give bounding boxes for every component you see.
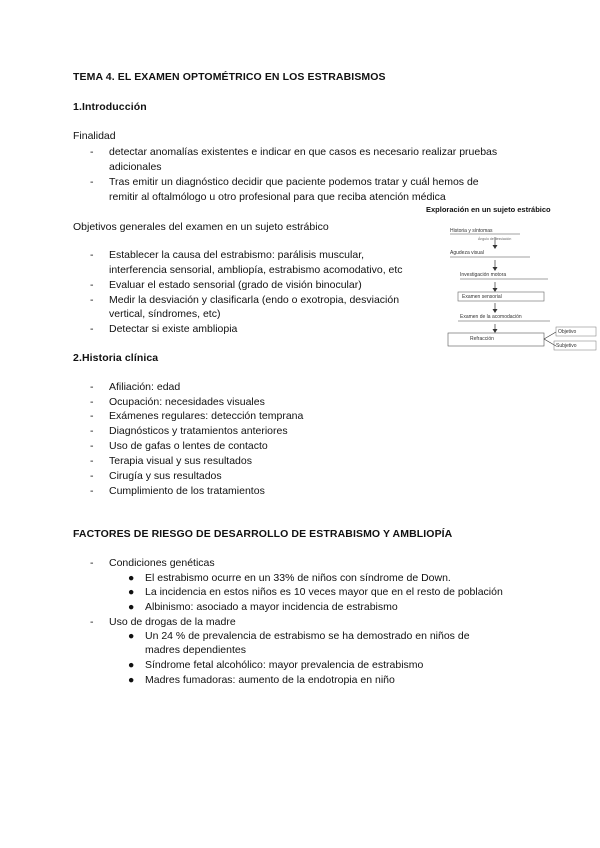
document-title: TEMA 4. EL EXAMEN OPTOMÉTRICO EN LOS ESTRABISMOS xyxy=(73,71,386,83)
diagram-step-refraccion: Refracción xyxy=(470,336,494,342)
intro-heading: 1.Introducción xyxy=(73,101,147,113)
diagram-step-historia: Historia y síntomas xyxy=(450,228,493,234)
diagram-step-acomodacion: Examen de la acomodación xyxy=(460,314,522,320)
diagram-branch-subjetivo: Subjetivo xyxy=(556,343,577,349)
diagram-step-agudeza: Agudeza visual xyxy=(450,250,484,256)
exploration-diagram xyxy=(420,203,600,353)
objetivos-label: Objetivos generales del examen en un sujeto estrábico xyxy=(73,221,329,233)
diagram-step-sensorial: Examen sensorial xyxy=(462,294,502,300)
finalidad-label: Finalidad xyxy=(73,130,116,142)
diagram-step-motora: Investigación motora xyxy=(460,272,507,278)
factores-heading: FACTORES DE RIESGO DE DESARROLLO DE ESTRABISMO Y AMBLIOPÍA xyxy=(73,528,453,540)
document-page: TEMA 4. EL EXAMEN OPTOMÉTRICO EN LOS ESTRABISMOS 1.Introducción Finalidad - detectar anomalías existentes e indicar en que casos es necesario realizar pruebas adicionales - Tras emitir un diagnóstico decidir que paciente podemos tratar y cuál hemos de remitir al oftalmólogo u otro profesional para que reciba atención médica Objetivos generales del examen en un sujeto estrábico - Establecer la causa del estrabismo: parálisis muscular, interferencia sensorial, ambliopía, estrabismo acomodativo, etc - Evaluar el estado sensorial (grado de visión binocular) - Medir la desviación y clasificarla (endo o exotropia, desviación vertical, síndromes, etc) - Detectar si existe ambliopia Exploración en un sujeto estrábico Historia y síntomas Agudeza visual Investigación motora Examen sensorial Examen de la acomodación Refracción Ángulo de desviación Objetivo Subjetivo 2.Historia clínica - Afiliación: edad - Ocupación: necesidades visuales - Exámenes regulares: detección temprana - Diagnósticos y tratamientos anteriores - Uso de gafas o lentes de contacto - Terapia visual y sus resultados - Cirugía y sus resultados - Cumplimiento de los tratamientos FACTORES DE RIESGO DE DESARROLLO DE ESTRABISMO Y AMBLIOPÍA - Condiciones genéticas ● El estrabismo ocurre en un 33% de niños con síndrome de Down. ● La incidencia en estos niños es 10 veces mayor que en el resto de población ● Albinismo: asociado a mayor incidencia de estrabismo - Uso de drogas de la madre ● Un 24 % de prevalencia de estrabismo se ha demostrado en niños de madres dependientes ● Síndrome fetal alcohólico: mayor prevalencia de estrabismo ● Madres fumadoras: aumento de la endotropia en niño xyxy=(0,0,600,848)
historia-heading: 2.Historia clínica xyxy=(73,352,159,364)
diagram-step-note: Ángulo de desviación xyxy=(478,237,512,241)
diagram-title: Exploración en un sujeto estrábico xyxy=(426,205,551,214)
diagram-branch-objetivo: Objetivo xyxy=(558,329,577,335)
